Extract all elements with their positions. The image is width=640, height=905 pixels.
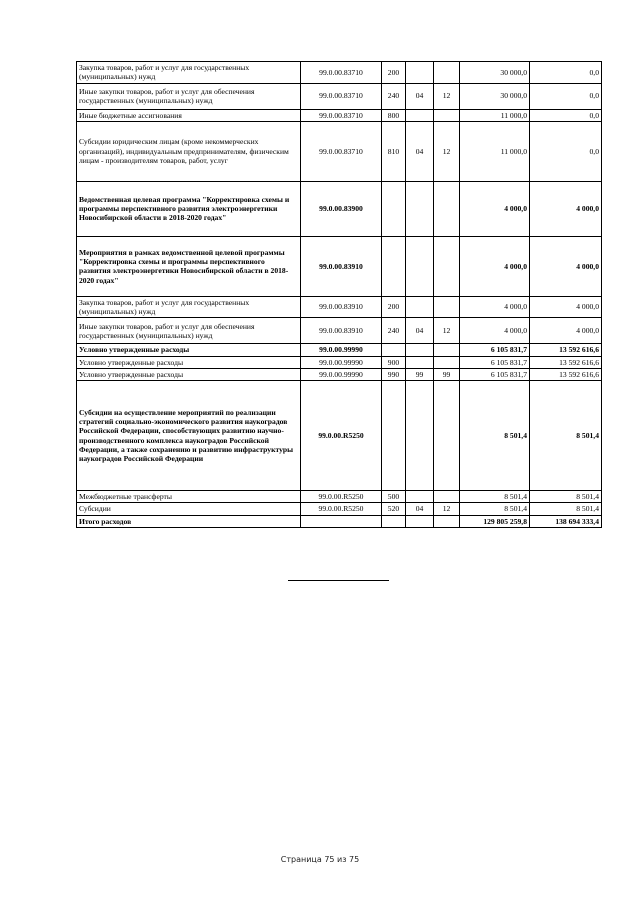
table-row [77, 83, 602, 109]
row-amount-year2-cell: 0,0 [530, 83, 602, 109]
table-row [77, 503, 602, 515]
row-amount-year2-cell: 8 501,4 [530, 503, 602, 515]
row-subsection-cell: 12 [434, 318, 460, 344]
table-row [77, 356, 602, 368]
row-amount-year2-cell: 4 000,0 [530, 236, 602, 296]
row-amount-year1-cell: 129 805 259,8 [460, 515, 530, 527]
row-amount-year1-cell: 8 501,4 [460, 491, 530, 503]
row-code-cell: 99.0.00.99990 [301, 344, 382, 356]
row-subsection-cell [434, 491, 460, 503]
row-amount-year1-cell: 6 105 831,7 [460, 344, 530, 356]
row-subsection-cell [434, 296, 460, 318]
row-name-cell: Закупка товаров, работ и услуг для государственных (муниципальных) нужд [77, 296, 301, 318]
row-code-cell: 99.0.00.83710 [301, 62, 382, 84]
row-expense-type-cell: 800 [382, 109, 406, 121]
budget-table-body [77, 62, 602, 528]
row-amount-year2-cell: 0,0 [530, 62, 602, 84]
table-row [77, 318, 602, 344]
row-section-cell [406, 381, 434, 491]
row-subsection-cell: 12 [434, 121, 460, 181]
row-subsection-cell [434, 356, 460, 368]
row-amount-year1-cell: 4 000,0 [460, 296, 530, 318]
row-expense-type-cell [382, 381, 406, 491]
row-name-cell: Условно утвержденные расходы [77, 344, 301, 356]
row-section-cell [406, 62, 434, 84]
row-subsection-cell: 99 [434, 368, 460, 380]
row-amount-year2-cell: 13 592 616,6 [530, 344, 602, 356]
row-subsection-cell [434, 344, 460, 356]
table-row [77, 296, 602, 318]
row-name-cell: Условно утвержденные расходы [77, 356, 301, 368]
row-section-cell: 04 [406, 83, 434, 109]
row-name-cell: Субсидии [77, 503, 301, 515]
row-name-cell: Субсидии на осуществление мероприятий по реализации стратегий социально-экономического развития наукоградов Российской Федерации, способствующих развитию научно-производственного комплекса наукоградов Российской Федерации, а также сохранению и развитию инфраструктуры наукоградов Российской Федерации [77, 381, 301, 491]
page-footer: Страница 75 из 75 [280, 855, 360, 864]
row-name-cell: Мероприятия в рамках ведомственной целевой программы "Корректировка схемы и программы перспективного развития электроэнергетики Новосибирской области в 2018-2020 годах" [77, 236, 301, 296]
row-amount-year1-cell: 30 000,0 [460, 83, 530, 109]
row-name-cell: Условно утвержденные расходы [77, 368, 301, 380]
row-expense-type-cell: 990 [382, 368, 406, 380]
row-code-cell: 99.0.00.83910 [301, 318, 382, 344]
row-expense-type-cell: 200 [382, 296, 406, 318]
row-amount-year2-cell: 4 000,0 [530, 296, 602, 318]
table-row [77, 181, 602, 236]
row-expense-type-cell [382, 236, 406, 296]
row-name-cell: Иные закупки товаров, работ и услуг для обеспечения государственных (муниципальных) нужд [77, 83, 301, 109]
row-subsection-cell [434, 381, 460, 491]
row-section-cell: 99 [406, 368, 434, 380]
table-row [77, 515, 602, 527]
row-subsection-cell [434, 62, 460, 84]
row-amount-year1-cell: 11 000,0 [460, 109, 530, 121]
row-code-cell: 99.0.00.83910 [301, 236, 382, 296]
row-amount-year1-cell: 4 000,0 [460, 181, 530, 236]
row-amount-year2-cell: 13 592 616,6 [530, 356, 602, 368]
row-amount-year1-cell: 30 000,0 [460, 62, 530, 84]
row-amount-year2-cell: 0,0 [530, 121, 602, 181]
row-code-cell: 99.0.00.R5250 [301, 503, 382, 515]
row-amount-year2-cell: 4 000,0 [530, 181, 602, 236]
table-row [77, 491, 602, 503]
table-row [77, 381, 602, 491]
row-expense-type-cell [382, 344, 406, 356]
row-code-cell: 99.0.00.83710 [301, 121, 382, 181]
row-amount-year1-cell: 8 501,4 [460, 381, 530, 491]
row-amount-year2-cell: 8 501,4 [530, 491, 602, 503]
row-amount-year1-cell: 6 105 831,7 [460, 368, 530, 380]
row-amount-year2-cell: 138 694 333,4 [530, 515, 602, 527]
row-name-cell: Межбюджетные трансферты [77, 491, 301, 503]
row-subsection-cell: 12 [434, 83, 460, 109]
row-amount-year1-cell: 4 000,0 [460, 236, 530, 296]
row-name-cell: Закупка товаров, работ и услуг для государственных (муниципальных) нужд [77, 62, 301, 84]
row-section-cell [406, 356, 434, 368]
row-subsection-cell [434, 236, 460, 296]
table-row [77, 368, 602, 380]
row-subsection-cell [434, 181, 460, 236]
row-amount-year1-cell: 8 501,4 [460, 503, 530, 515]
row-expense-type-cell: 240 [382, 318, 406, 344]
row-expense-type-cell: 240 [382, 83, 406, 109]
row-code-cell: 99.0.00.83710 [301, 109, 382, 121]
row-code-cell [301, 515, 382, 527]
row-name-cell: Ведомственная целевая программа "Корректировка схемы и программы перспективного развития электроэнергетики Новосибирской области в 2018-2020 годах" [77, 181, 301, 236]
row-section-cell: 04 [406, 503, 434, 515]
row-subsection-cell [434, 515, 460, 527]
row-code-cell: 99.0.00.83900 [301, 181, 382, 236]
row-code-cell: 99.0.00.R5250 [301, 381, 382, 491]
row-expense-type-cell: 520 [382, 503, 406, 515]
row-name-cell: Субсидии юридическим лицам (кроме некоммерческих организаций), индивидуальным предпринимателям, физическим лицам - производителям товаров, работ, услуг [77, 121, 301, 181]
row-code-cell: 99.0.00.83710 [301, 83, 382, 109]
table-row [77, 62, 602, 84]
row-amount-year1-cell: 4 000,0 [460, 318, 530, 344]
row-amount-year2-cell: 4 000,0 [530, 318, 602, 344]
table-row [77, 236, 602, 296]
end-of-document-line [288, 580, 389, 581]
row-code-cell: 99.0.00.83910 [301, 296, 382, 318]
row-code-cell: 99.0.00.99990 [301, 368, 382, 380]
budget-table [76, 61, 602, 528]
row-name-cell: Иные закупки товаров, работ и услуг для обеспечения государственных (муниципальных) нужд [77, 318, 301, 344]
row-section-cell [406, 515, 434, 527]
table-row [77, 109, 602, 121]
row-expense-type-cell [382, 181, 406, 236]
row-amount-year1-cell: 6 105 831,7 [460, 356, 530, 368]
table-row [77, 121, 602, 181]
row-section-cell: 04 [406, 318, 434, 344]
row-name-cell: Иные бюджетные ассигнования [77, 109, 301, 121]
row-section-cell [406, 296, 434, 318]
row-expense-type-cell: 810 [382, 121, 406, 181]
row-code-cell: 99.0.00.99990 [301, 356, 382, 368]
row-section-cell [406, 491, 434, 503]
row-amount-year2-cell: 13 592 616,6 [530, 368, 602, 380]
row-section-cell [406, 236, 434, 296]
row-expense-type-cell: 200 [382, 62, 406, 84]
row-expense-type-cell: 900 [382, 356, 406, 368]
row-amount-year1-cell: 11 000,0 [460, 121, 530, 181]
row-section-cell [406, 181, 434, 236]
row-section-cell [406, 109, 434, 121]
row-section-cell [406, 344, 434, 356]
row-section-cell: 04 [406, 121, 434, 181]
row-subsection-cell [434, 109, 460, 121]
row-expense-type-cell [382, 515, 406, 527]
row-amount-year2-cell: 8 501,4 [530, 381, 602, 491]
table-row [77, 344, 602, 356]
row-amount-year2-cell: 0,0 [530, 109, 602, 121]
row-subsection-cell: 12 [434, 503, 460, 515]
row-name-cell: Итого расходов [77, 515, 301, 527]
row-expense-type-cell: 500 [382, 491, 406, 503]
row-code-cell: 99.0.00.R5250 [301, 491, 382, 503]
